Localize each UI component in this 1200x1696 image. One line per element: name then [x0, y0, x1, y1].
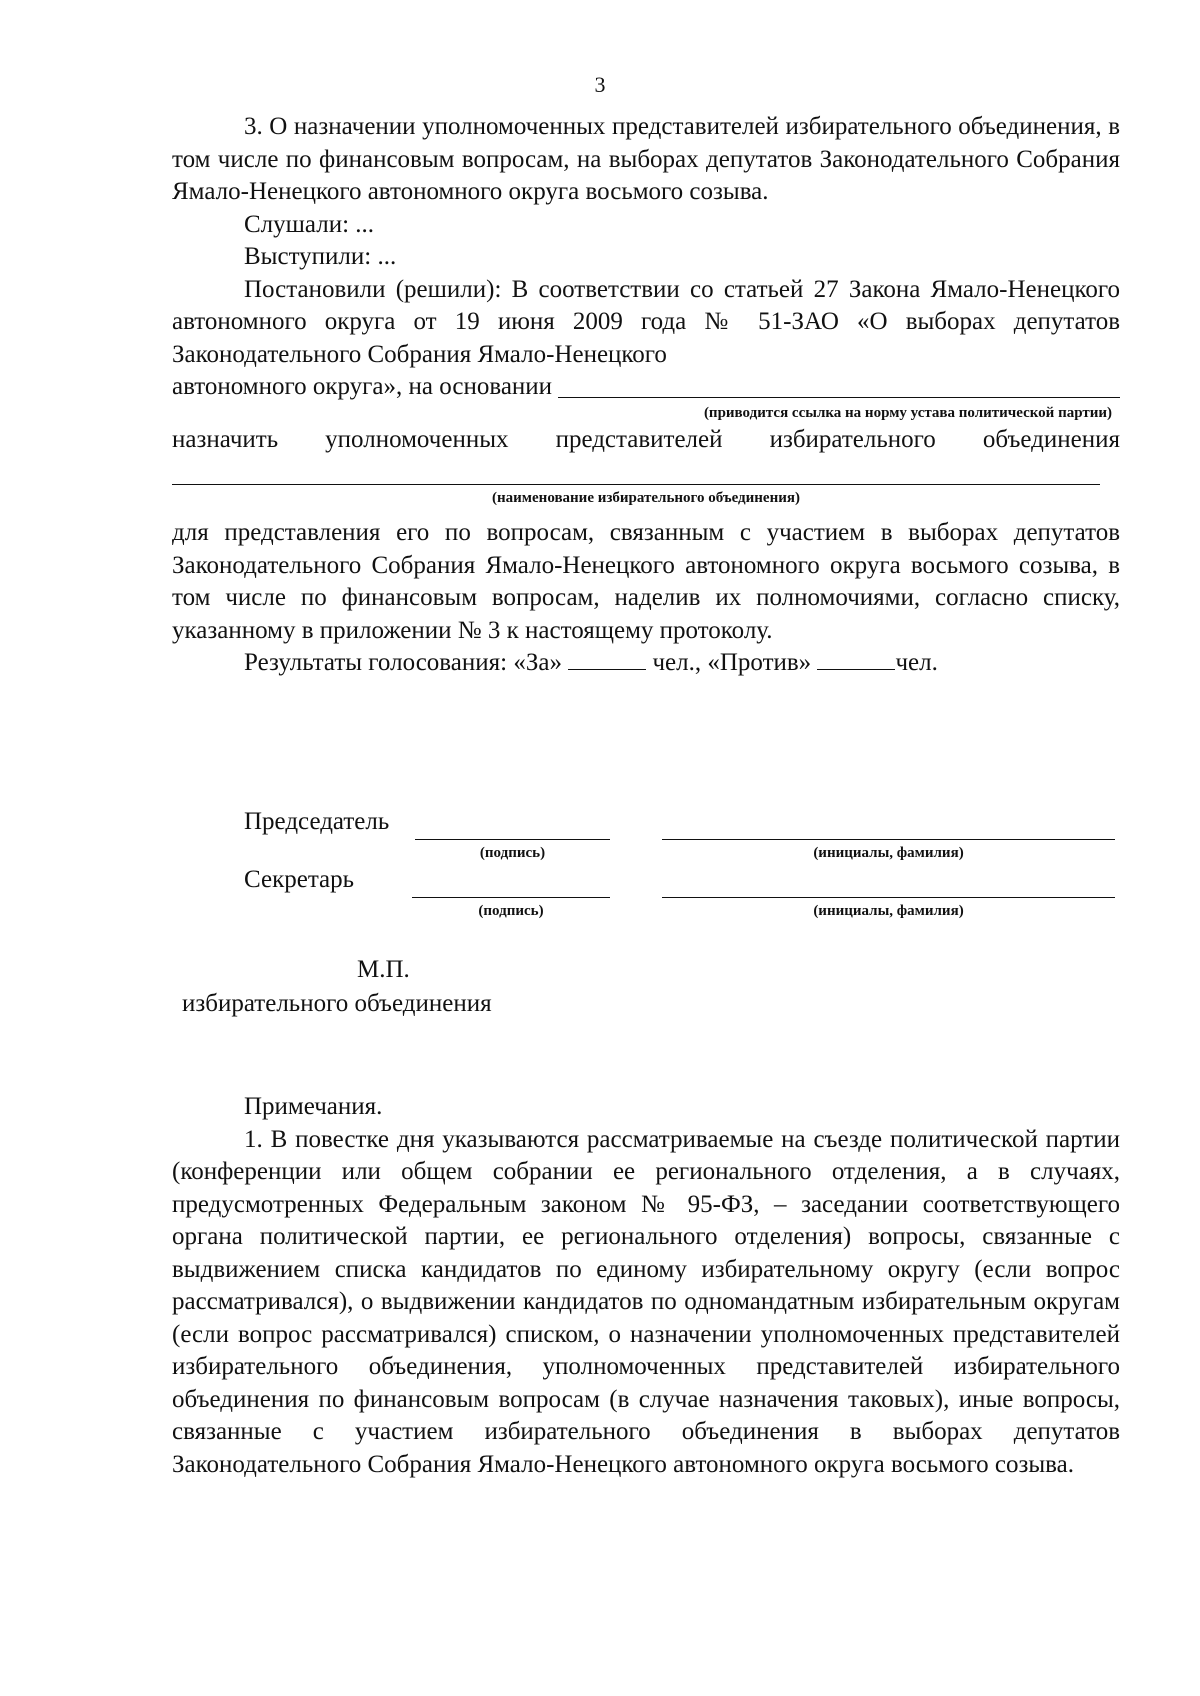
spoke-line: Выступили: ...: [244, 243, 397, 270]
page-number: 3: [594, 72, 606, 97]
heard-line: Слушали: ...: [244, 210, 375, 238]
chairman-signature-blank[interactable]: [415, 815, 610, 840]
seal-mp: М.П.: [357, 956, 410, 983]
votes-for-blank[interactable]: [568, 647, 646, 670]
chairman-name-caption: (инициалы, фамилия): [813, 845, 964, 861]
secretary-signature-caption: (подпись): [478, 903, 544, 919]
resolved-end: автономного округа», на основании: [172, 373, 553, 400]
charter-caption: (приводится ссылка на норму устава политической партии): [703, 404, 1112, 421]
resolved-paragraph: Постановили (решили): В соответствии со статьей 27 Закона Ямало-Ненецкого автономного округа от 19 июня 2009 года № 51-ЗАО «О выборах депутатов Законодательного Собрания Ямало-Ненецкого: [172, 275, 1120, 368]
chairman-signature-caption: (подпись): [479, 845, 546, 861]
chairman-label: Председатель: [244, 808, 390, 835]
section-3: [172, 111, 1120, 680]
votes-against-blank[interactable]: [817, 647, 895, 670]
section-heading: 3. О назначении уполномоченных представителей избирательного объединения, в том числе по финансовым вопросам, на выборах депутатов Законодательного Собрания Ямало-Ненецкого автономного округа восьмого созыва.: [172, 113, 1120, 205]
charter-reference-blank[interactable]: [558, 373, 1120, 398]
voting-end: чел.: [895, 649, 938, 676]
chairman-name-blank[interactable]: [662, 815, 1115, 840]
secretary-name-caption: (инициалы, фамилия): [813, 903, 964, 919]
notes-title: Примечания.: [244, 1093, 383, 1120]
charter-reference-line: [172, 371, 1120, 404]
association-caption: (наименование избирательного объединения): [492, 490, 800, 506]
appoint-line: назначить уполномоченных представителей избирательного объединения: [172, 425, 1120, 453]
note-1: 1. В повестке дня указываются рассматриваемые на съезде политической партии (конференции или общем собрании ее регионального отделения, а в случаях, предусмотренных Федеральным законом № 95-ФЗ, – заседании соответствующего органа политической партии, ее регионального отделения) вопросы, связанные с выдвижением списка кандидатов по единому избирательному округу (если вопрос рассматривался), о выдвижении кандидатов по одномандатным избирательным округам (если вопрос рассматривался) списком, о назначении уполномоченных представителей избирательного объединения, уполномоченных представителей избирательного объединения по финансовым вопросам (в случае назначения таковых), иные вопросы, связанные с участием избирательного объединения в выборах депутатов Законодательного Собрания Ямало-Ненецкого автономного округа восьмого созыва.: [172, 1125, 1120, 1478]
seal-association: избирательного объединения: [182, 990, 492, 1017]
secretary-label: Секретарь: [244, 866, 355, 893]
voting-results: [172, 647, 1120, 680]
association-name-blank[interactable]: [172, 456, 1100, 485]
voting-mid: чел., «Против»: [652, 649, 812, 676]
secretary-name-blank[interactable]: [662, 873, 1115, 898]
secretary-signature-blank[interactable]: [412, 873, 610, 898]
notes: [172, 1091, 1120, 1481]
voting-label: Результаты голосования: «За»: [244, 649, 562, 676]
purpose-paragraph: для представления его по вопросам, связанным с участием в выборах депутатов Законодательного Собрания Ямало-Ненецкого автономного округа восьмого созыва, в том числе по финансовым вопросам, наделив их полномочиями, согласно списку, указанному в приложении № 3 к настоящему протоколу.: [172, 519, 1120, 644]
